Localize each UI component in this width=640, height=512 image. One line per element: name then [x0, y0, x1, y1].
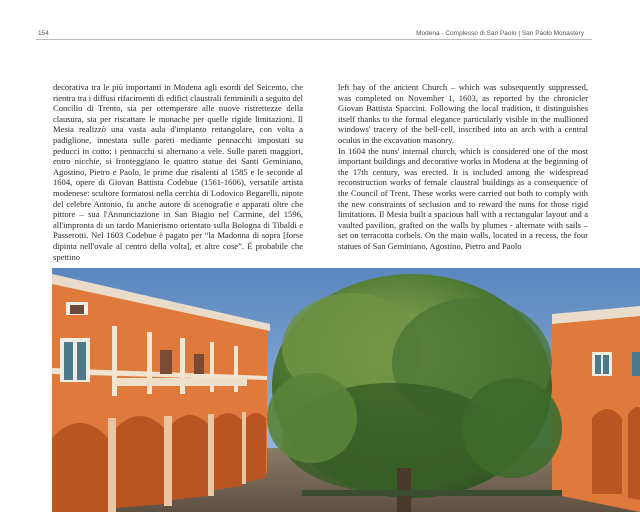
- english-paragraph-1: left bay of the ancient Church – which was subsequently suppressed, was completed on November 1, 1603, as reported by the chronicler Giovan Battista Spaccini. Following the local tradition, it distinguishes itself thanks to the formal elegance particularly visible in the mullioned windows' tracery of the bell-cell, inscribed into an arch with a central oculus in the excavation masonry.: [338, 82, 588, 145]
- cloister-photo: [52, 268, 640, 512]
- italian-paragraph: decorativa tra le più importanti in Modena agli esordi del Seicento, che rientra tra i diffusi rifacimenti di edifici claustrali femminili a seguito del Concilio di Trento, sia per ottemperare alle nuove ristrettezze della clausura, sia per riscattare le monache per quelle rigide limitazioni. Il Mesia realizzò una vasta aula d'impianto rettangolare, con volta a padiglione, innestata sulle pareti mediante pennacchi impostati su peducci in cotto; i pennacchi si alternano a vele. Sulle pareti maggiori, entro nicchie, si fronteggiano le quattro statue dei Santi Geminiano, Agostino, Pietro e Paolo, le prime due risalenti al 1585 e le seconde al 1604, opere di Giovan Battista Codebue (1561-1606), versatile artista modenese: scultore formatosi nella cerchia di Lodovico Begarelli, nipote del celebre Antonio, fu anche autore di scenografie e apparati oltre che pittore – sua l'Annunciazione in San Biagio nel Carmine, del 1596, all'impronta di un tardo Manierismo orientato sulla Bologna di Tibaldi e Passerotti. Nel 1603 Codebue è pagato per “la Madonna di sopra [forse dipinta nell'ovale al centro della volta], et altre cose”. È probabile che spettino: [53, 82, 303, 262]
- italian-text-column: [53, 82, 303, 262]
- header-divider: [36, 39, 592, 40]
- english-paragraph-2: In 1604 the nuns' internal church, which is considered one of the most important buildings and decorative works in Modena at the beginning of the 17th century, was erected. It is included among the widespread reconstruction works of female claustral buildings as a consequence of the Council of Trent. These works were carried out both to comply with the new constraints of seclusion and to reward the nuns for those rigid limitations. Il Mesia built a spacious hall with a rectangular layout and a vaulted pavilion, grafted on the walls by plumes - alternate with sails – set on terracotta corbels. On the main walls, located in a recess, the four statues of San Geminiano, Agostino, Pietro and Paolo: [338, 145, 588, 251]
- page-number: 154: [38, 30, 49, 37]
- english-text-column: [338, 82, 588, 252]
- running-title: Modena - Complesso di San Paolo | San Paolo Monastery: [416, 30, 584, 37]
- low-hedge: [302, 490, 562, 496]
- right-building: [552, 306, 640, 512]
